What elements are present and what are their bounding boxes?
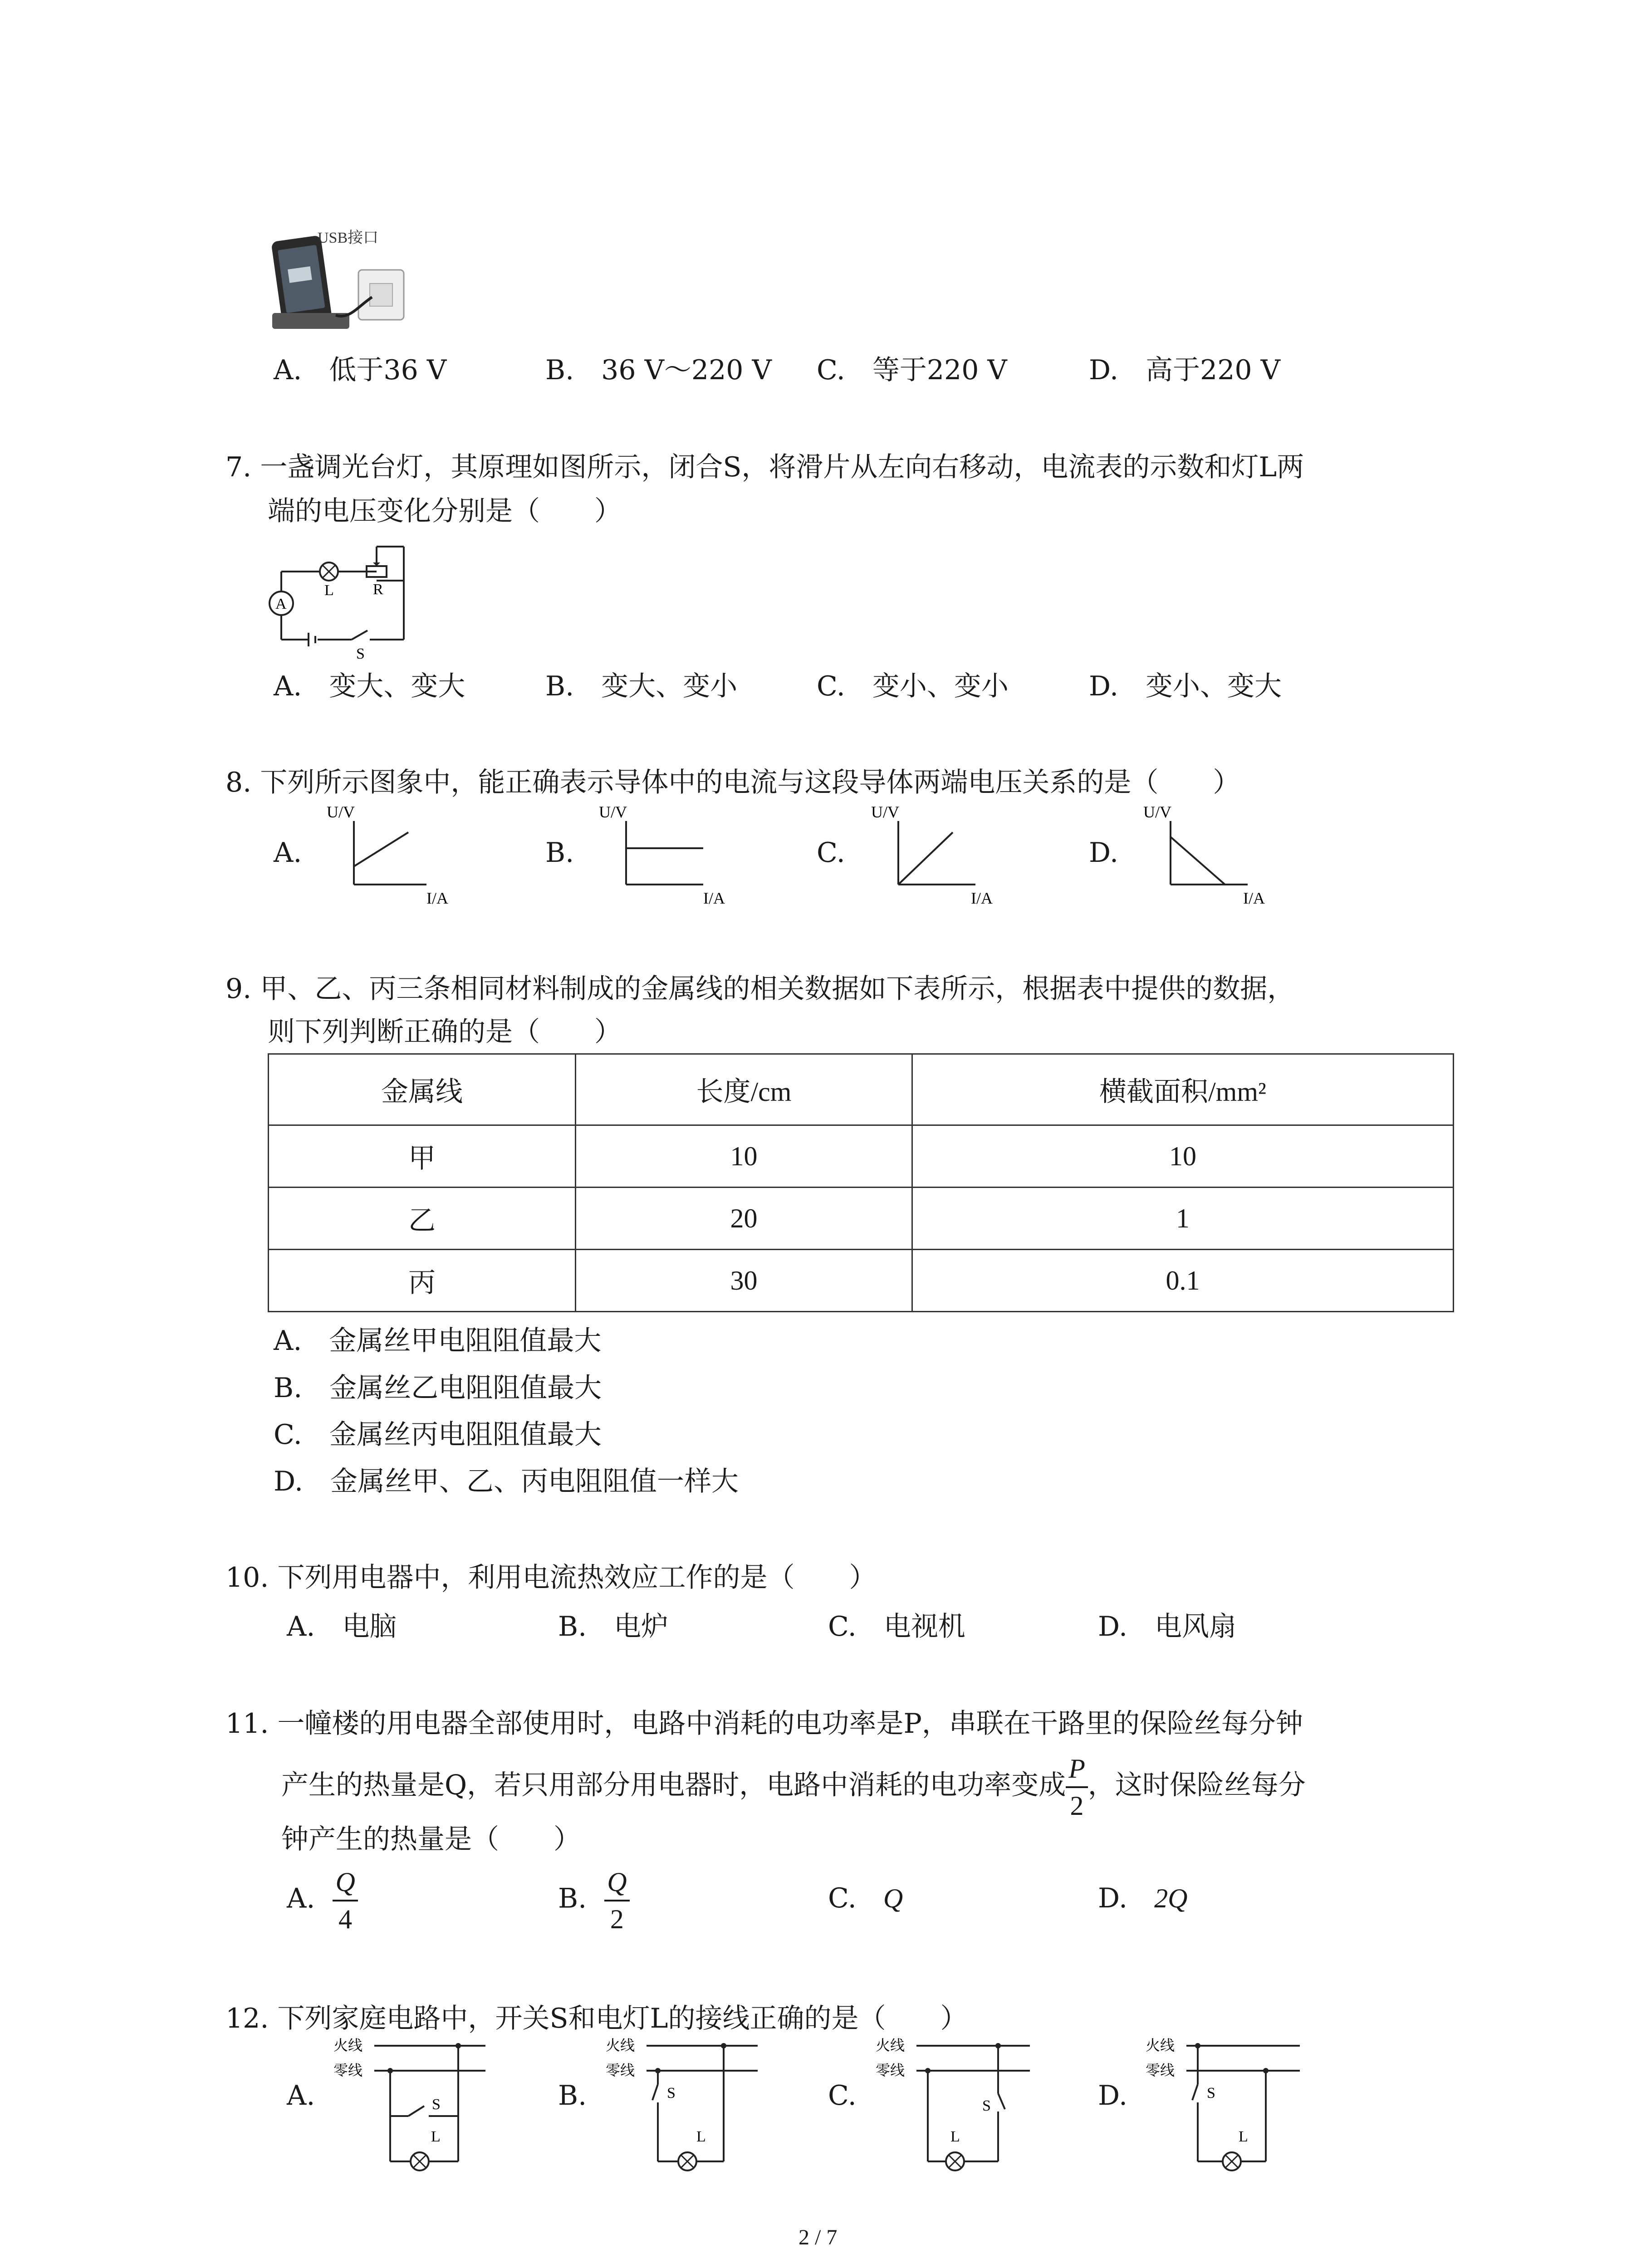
page-number: 2 / 7 [798,2225,838,2249]
q6-option-b[interactable]: B. 36 V～220 V [545,354,772,386]
q11-stem-line2-start: 产生的热量是Q，若只用部分用电器时，电路中消耗的电功率变成 [281,1769,1066,1801]
table-cell: 甲 [269,1125,576,1188]
q9-option-a[interactable]: A. 金属丝甲电阻阻值最大 [274,1325,602,1357]
q7-stem-line2: 端的电压变化分别是（ ） [268,495,622,527]
q12-option-c[interactable]: C. [828,2080,857,2112]
lamp-label: L [431,2128,441,2145]
table-cell: 丙 [269,1250,576,1312]
y-axis-label: U/V [327,803,355,821]
fraction-numerator: Q [333,1864,358,1901]
q10-stem: 10. 下列用电器中，利用电流热效应工作的是（ ） [225,1562,877,1593]
table-cell: 1 [912,1188,1454,1250]
option-letter: B. [558,1882,587,1915]
q6-option-a[interactable]: A. 低于36 V [274,354,447,386]
usb-label: USB接口 [318,230,379,246]
q10-option-a[interactable]: A. 电脑 [287,1611,397,1642]
q11-stem-line2 [281,1751,1306,1823]
q9-option-d[interactable]: D. 金属丝甲、乙、丙电阻阻值一样大 [274,1466,739,1497]
table-header-cell: 长度/cm [576,1054,912,1125]
table-header-cell: 金属线 [269,1054,576,1125]
dimmer-circuit-diagram [254,540,426,662]
q6-option-c[interactable]: C. 等于220 V [817,354,1007,386]
table-header-row [269,1054,1454,1125]
q8-option-a[interactable]: A. [274,837,302,869]
usb-charger-image [268,225,413,338]
q8-option-b[interactable]: B. [545,837,574,869]
live-wire-label: 火线 [333,2037,363,2053]
switch-label: S [356,645,365,662]
neutral-wire-label: 零线 [606,2062,635,2078]
live-wire-label: 火线 [876,2037,905,2053]
option-letter: A. [287,1882,315,1915]
fraction-numerator: P [1066,1751,1088,1788]
fraction-denominator: 2 [610,1904,624,1934]
q12-circuit-d [1143,2034,1307,2175]
table-row [269,1125,1454,1188]
lamp-label: L [950,2128,960,2145]
table-cell: 10 [912,1125,1454,1188]
q11-option-a[interactable] [287,1864,358,1937]
x-axis-label: I/A [426,889,448,907]
q9-option-b[interactable]: B. 金属丝乙电阻阻值最大 [274,1372,602,1404]
q7-option-d[interactable]: D. 变小、变大 [1089,670,1282,702]
table-row [269,1250,1454,1312]
q7-option-c[interactable]: C. 变小、变小 [817,670,1009,702]
lamp-label: L [1239,2128,1248,2145]
table-cell: 20 [576,1188,912,1250]
q8-option-c[interactable]: C. [817,837,845,869]
q12-option-d[interactable]: D. [1098,2080,1128,2112]
q8-graph-a [318,803,463,912]
q12-circuit-a [331,2034,495,2175]
q9-stem-line1: 9. 甲、乙、丙三条相同材料制成的金属线的相关数据如下表所示，根据表中提供的数据， [225,973,1295,1005]
neutral-wire-label: 零线 [1146,2062,1175,2078]
table-cell: 10 [576,1125,912,1188]
x-axis-label: I/A [1243,889,1265,907]
q10-option-c[interactable]: C. 电视机 [828,1611,965,1642]
x-axis-label: I/A [971,889,993,907]
q12-option-b[interactable]: B. [558,2080,587,2112]
fraction-q-over-4 [333,1864,358,1937]
fraction-denominator: 2 [1070,1791,1084,1821]
fraction-q-over-2 [604,1864,629,1937]
ammeter-label: A [275,596,287,612]
neutral-wire-label: 零线 [876,2062,905,2078]
table-cell: 乙 [269,1188,576,1250]
q8-graph-b [590,803,735,912]
option-letter: D. [1098,1882,1128,1914]
rheostat-label: R [373,581,383,598]
q8-stem: 8. 下列所示图象中，能正确表示导体中的电流与这段导体两端电压关系的是（ ） [225,767,1240,798]
q12-circuit-b [603,2034,767,2175]
switch-label: S [982,2097,991,2114]
q11-option-b[interactable] [558,1864,630,1937]
q11-option-d[interactable] [1098,1882,1187,1914]
q9-option-c[interactable]: C. 金属丝丙电阻阻值最大 [274,1419,602,1451]
q12-option-a[interactable]: A. [287,2080,315,2112]
q12-stem: 12. 下列家庭电路中，开关S和电灯L的接线正确的是（ ） [225,2003,968,2034]
q12-circuit-c [873,2034,1037,2175]
metal-wire-table [268,1053,1454,1312]
option-letter: C. [828,1882,857,1914]
q8-graph-c [862,803,1007,912]
q11-option-c[interactable] [828,1882,903,1914]
q7-option-a[interactable]: A. 变大、变大 [274,670,465,702]
neutral-wire-label: 零线 [333,2062,363,2078]
live-wire-label: 火线 [1146,2037,1175,2053]
x-axis-label: I/A [703,889,725,907]
table-cell: 30 [576,1250,912,1312]
fraction-p-over-2 [1066,1751,1088,1823]
table-header-cell: 横截面积/mm² [912,1054,1454,1125]
switch-label: S [432,2096,441,2113]
q8-option-d[interactable]: D. [1089,837,1119,869]
table-cell: 0.1 [912,1250,1454,1312]
q7-option-b[interactable]: B. 变大、变小 [545,670,738,702]
option-value: 2Q [1154,1883,1188,1913]
q9-stem-line2: 则下列判断正确的是（ ） [268,1016,622,1048]
q11-stem-line3: 钟产生的热量是（ ） [281,1823,581,1855]
fraction-denominator: 4 [338,1904,353,1934]
q11-stem-line1: 11. 一幢楼的用电器全部使用时，电路中消耗的电功率是P，串联在干路里的保险丝每分钟 [225,1708,1303,1740]
y-axis-label: U/V [871,803,899,821]
q6-option-d[interactable]: D. 高于220 V [1089,354,1280,386]
y-axis-label: U/V [599,803,627,821]
table-row [269,1188,1454,1250]
q10-option-b[interactable]: B. 电炉 [558,1611,669,1642]
lamp-label: L [324,582,334,599]
switch-label: S [1207,2085,1215,2102]
q8-graph-d [1134,803,1279,912]
fraction-numerator: Q [604,1864,629,1901]
y-axis-label: U/V [1143,803,1171,821]
q11-stem-line2-end: ，这时保险丝每分 [1087,1769,1306,1801]
lamp-label: L [696,2128,706,2145]
switch-label: S [667,2085,676,2102]
q10-option-d[interactable]: D. 电风扇 [1098,1611,1237,1642]
q7-stem-line1: 7. 一盏调光台灯，其原理如图所示，闭合S，将滑片从左向右移动，电流表的示数和灯L两 [225,451,1304,483]
option-value: Q [883,1883,903,1913]
live-wire-label: 火线 [606,2037,635,2053]
